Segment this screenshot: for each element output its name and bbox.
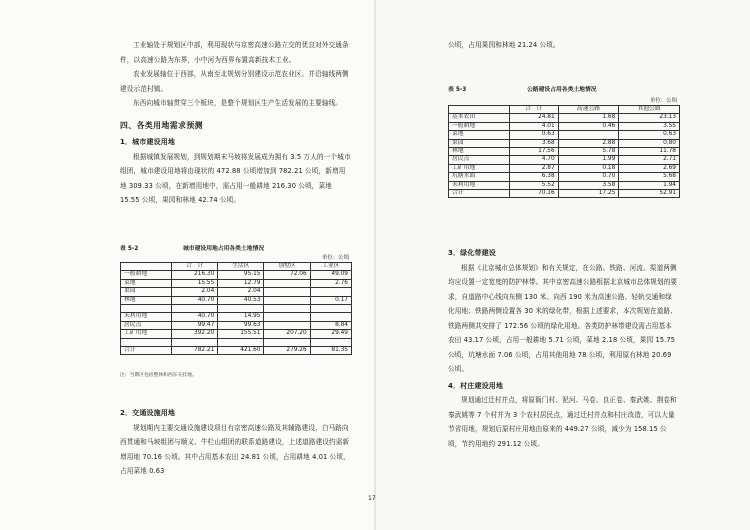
table-header-row (449, 106, 680, 114)
right-top-line (448, 38, 678, 53)
table-cell: 216.30 (172, 271, 218, 279)
table-cell: 2.76 (310, 279, 351, 287)
table-cell: 1.68 (558, 114, 619, 122)
table-cell: 合计 (449, 190, 510, 198)
table-header-cell (449, 106, 510, 114)
table-header-cell: 其他公路 (619, 106, 680, 114)
table-header-cell: 工业区 (310, 263, 351, 271)
urban-land-paragraph: 根据城镇发展规划，到规划期末马坡将发展成为拥有 3.5 万人的一个城市组团，城市建设用地将由现状的 472.88 公顷增加到 782.21 公顷，新增用地 309.33 公顷，在新增用地中，需占用一般耕地 216.30 公顷，菜地 15.55 公顷，果园和林地 42.74 公顷。 (120, 152, 351, 204)
table-cell (172, 338, 218, 346)
table-row (121, 330, 352, 338)
table-row (121, 288, 352, 296)
table-cell (264, 296, 310, 304)
table-row (449, 122, 680, 130)
table-cell: 40.70 (172, 296, 218, 304)
table-cell: 3.58 (558, 181, 619, 189)
table-cell: 14.95 (218, 313, 264, 321)
table-header-cell: 合 计 (509, 106, 558, 114)
table-cell: 40.70 (172, 313, 218, 321)
table-cell: 4.01 (509, 122, 558, 130)
transport-land-paragraph: 规划期内主要交通设施建设项目有京密高速公路及其辅路建设，白马路向西贯通和马坡组团与顺义、牛栏山组团的联系道路建设，上述道路建设约需新增用地 70.16 公顷。其中占用基本农田 24.81 公顷，占用耕地 4.01 公顷，占用菜地 0.63 (120, 423, 350, 475)
table-cell: 2.04 (218, 288, 264, 296)
table-cell: 菜地 (449, 131, 510, 139)
table-cell: 4.70 (509, 156, 558, 164)
table-cell: 林地 (449, 148, 510, 156)
table-cell: 0.63 (619, 131, 680, 139)
table-cell: 392.20 (172, 330, 218, 338)
table-cell: 3.68 (509, 139, 558, 147)
table-header-cell: 合 计 (172, 263, 218, 271)
table-row (449, 148, 680, 156)
table-cell: 15.55 (172, 279, 218, 287)
table-row (449, 114, 680, 122)
table-5-2-unit: 单位：公顷 (322, 255, 349, 261)
table-row (449, 164, 680, 172)
table-cell: 782.21 (172, 347, 218, 355)
table-cell: 24.81 (509, 114, 558, 122)
table-cell (310, 305, 351, 313)
table-cell: 72.06 (264, 271, 310, 279)
table-row (449, 156, 680, 164)
table-cell: 2.71 (619, 156, 680, 164)
table-cell: 23.13 (619, 114, 680, 122)
table-cell: 12.79 (218, 279, 264, 287)
table-cell: 2.04 (172, 288, 218, 296)
industry-axis-paragraph: 工业轴处于规划区中部，利用现状与京密高速公路立交的优良对外交通条件，以高速公路为东界，小中河为西界布置高新技术工业。 (120, 41, 349, 64)
table-cell: 6.38 (509, 173, 558, 181)
table-cell: 1.94 (619, 181, 680, 189)
page-number: 17 (368, 495, 376, 502)
table-cell: 一般耕地 (449, 122, 510, 130)
table-cell: 99.47 (172, 321, 218, 329)
table-cell: 29.49 (310, 330, 351, 338)
table-header-cell: 高速公路 (558, 106, 619, 114)
table-cell (218, 338, 264, 346)
table-5-2-title: 城市建设用地占用各类土地情况 (183, 246, 265, 252)
table-row (121, 305, 352, 313)
table-cell: 155.51 (218, 330, 264, 338)
table-5-3-unit: 单位：公顷 (650, 98, 677, 104)
table-cell: 林地 (121, 296, 172, 304)
table-row (121, 313, 352, 321)
village-land-paragraph: 规划通过迁村并点，将原衙门村、泥河、马卷、良正卷、秦武姚、荆卷和秦武姚等 7 个村并为 3 个农村居民点，通过迁村并点和村庄改造，可以大量节省用地，规划后原村庄用地由原来的 449.27 公顷，减少为 158.15 公顷，节约用地约 291.12 公顷。 (448, 396, 677, 448)
table-cell: 合计 (121, 347, 172, 355)
left-text-column (120, 38, 352, 208)
table-row (449, 131, 680, 139)
table-cell: 0.80 (619, 139, 680, 147)
table-cell: 5.68 (619, 173, 680, 181)
table-header-cell: 别墅区 (264, 263, 310, 271)
table-cell (218, 305, 264, 313)
table-cell: 0.46 (558, 122, 619, 130)
left-lower-column (120, 404, 352, 479)
table-cell (172, 305, 218, 313)
table-cell: 279.26 (264, 347, 310, 355)
table-5-2 (120, 262, 352, 355)
table-cell: 坑塘水面 (449, 173, 510, 181)
table-total-row (449, 190, 680, 198)
table-cell: 居民点 (449, 156, 510, 164)
agriculture-axis-paragraph: 农业发展轴位于西部，从南至北规划分别建设示范农业区、并沿轴线两侧建设示范村镇。 (120, 70, 349, 93)
table-row (121, 321, 352, 329)
table-cell (264, 279, 310, 287)
table-5-3 (448, 105, 680, 198)
table-row (121, 296, 352, 304)
table-cell: 菜地 (121, 279, 172, 287)
table-cell: 17.56 (509, 148, 558, 156)
table-cell (264, 313, 310, 321)
table-cell: 52.91 (619, 190, 680, 198)
table-cell: 3.55 (619, 122, 680, 130)
table-cell: 2.87 (509, 164, 558, 172)
table-cell (264, 338, 310, 346)
table-cell (264, 305, 310, 313)
table-cell (558, 131, 619, 139)
table-cell: 2.69 (619, 164, 680, 172)
table-cell: 2.88 (558, 139, 619, 147)
table-5-2-number: 表 5-2 (120, 246, 139, 252)
table-cell: 0.17 (310, 296, 351, 304)
subheading-urban-land: 1．城市建设用地 (120, 138, 176, 146)
table-header-cell (121, 263, 172, 271)
table-cell: 居民点 (121, 321, 172, 329)
city-axis-paragraph: 东西向城市轴贯穿三个板块，是整个规划区生产生活发展的主要轴线。 (133, 99, 343, 107)
table-cell (264, 288, 310, 296)
table-total-row (121, 347, 352, 355)
table-cell: 70.16 (509, 190, 558, 198)
table-row (121, 271, 352, 279)
table-cell (310, 288, 351, 296)
table-cell: 0.18 (558, 164, 619, 172)
table-row (449, 181, 680, 189)
table-row (449, 173, 680, 181)
table-cell: 95.15 (218, 271, 264, 279)
table-row (121, 279, 352, 287)
table-row (121, 338, 352, 346)
table-cell: 81.35 (310, 347, 351, 355)
table-cell: 未利用地 (449, 181, 510, 189)
table-cell: 5.78 (558, 148, 619, 156)
table-5-3-number: 表 5-3 (448, 87, 467, 93)
table-cell (121, 305, 172, 313)
table-cell: 工矿用地 (449, 164, 510, 172)
table-cell (264, 321, 310, 329)
table-cell: 99.63 (218, 321, 264, 329)
table-cell: 未利用地 (121, 313, 172, 321)
table-5-2-note: 注：当期区包括整体和西东关挂地。 (120, 373, 197, 378)
table-cell: 49.09 (310, 271, 351, 279)
subheading-village-land: 4．村庄建设用地 (448, 381, 504, 390)
table-header-row (121, 263, 352, 271)
table-cell: 5.52 (509, 181, 558, 189)
table-cell: 果园 (121, 288, 172, 296)
table-cell (310, 338, 351, 346)
table-5-3-title: 公路建设占用各类土地情况 (527, 87, 597, 93)
green-belt-paragraph: 根据《北京城市总体规划》和有关规定，在公路、铁路、河流、渠道两侧均应设置一定宽度的防护林带。其中京密高速公路根据北京城市总体规划的要求，自道路中心线向东侧 130 米、向西 190 米为高速公路、轻轨交通和绿化用地；铁路两侧设置各 30 米的绿化带，根据上述要求，本次规划在道路、铁路两侧共安排了 172.56 公顷的绿化用地。各类防护林带建设需占用基本农田 43.17 公顷，占用一般耕地 5.71 公顷，菜地 2.18 公顷，果园 15.75 公顷，坑塘水面 7.06 公顷，占用其他用地 78 公顷，利用原有林地 20.69 公顷。 (448, 263, 678, 373)
table-header-cell: 生活区 (218, 263, 264, 271)
subheading-green-belt: 3．绿化带建设 (448, 249, 496, 257)
table-cell: 工矿用地 (121, 330, 172, 338)
table-cell: 421.60 (218, 347, 264, 355)
table-cell: 一般耕地 (121, 271, 172, 279)
table-cell (121, 338, 172, 346)
right-lower-column (448, 244, 678, 451)
table-cell: 40.53 (218, 296, 264, 304)
table-cell (310, 313, 351, 321)
book-spine (374, 0, 376, 530)
table-cell: 果园 (449, 139, 510, 147)
subheading-transport-land: 2．交通设施用地 (120, 409, 176, 417)
section-heading-land-demand: 四、各类用地需求预测 (120, 120, 203, 130)
table-cell: 1.99 (558, 156, 619, 164)
table-cell: 0.63 (509, 131, 558, 139)
table-cell: 8.84 (310, 321, 351, 329)
table-cell: 17.25 (558, 190, 619, 198)
transport-continuation: 公顷，占用果园和林地 21.24 公顷。 (448, 41, 560, 49)
table-cell: 基本农田 (449, 114, 510, 122)
table-cell: 11.78 (619, 148, 680, 156)
table-row (449, 139, 680, 147)
table-cell: 0.70 (558, 173, 619, 181)
table-cell: 207.20 (264, 330, 310, 338)
